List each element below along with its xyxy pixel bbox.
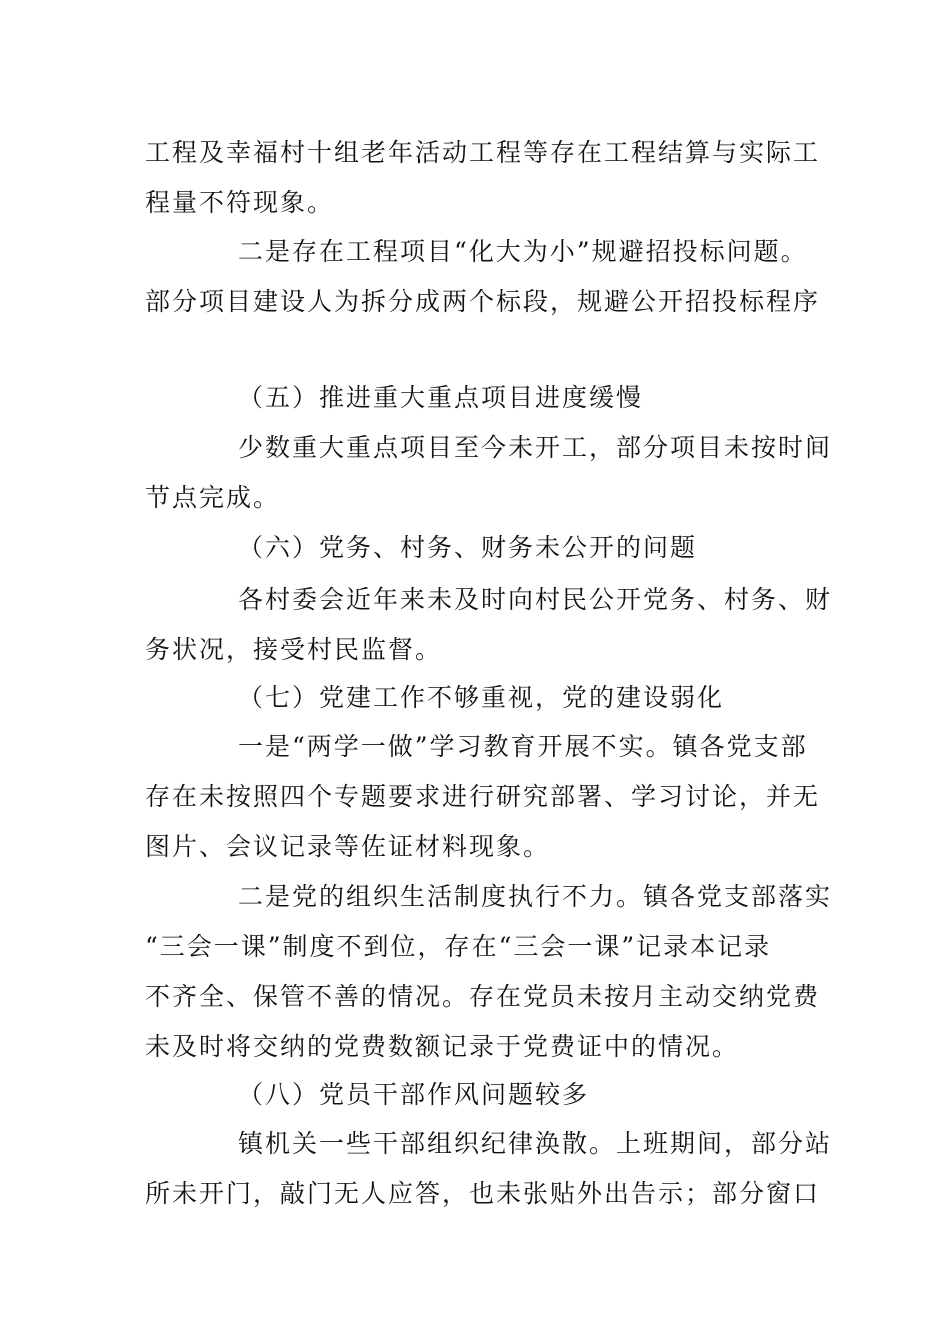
body-text-line: 务状况，接受村民监督。	[145, 635, 443, 664]
body-text-line: 工程及幸福村十组老年活动工程等存在工程结算与实际工	[145, 138, 821, 167]
section-heading: （七）党建工作不够重视，党的建设弱化	[238, 683, 725, 712]
body-text-line: 镇机关一些干部组织纪律涣散。上班期间，部分站	[238, 1129, 833, 1158]
body-text-line: 二是党的组织生活制度执行不力。镇各党支部落实	[238, 882, 833, 911]
body-text-line: 图片、会议记录等佐证材料现象。	[145, 832, 551, 861]
body-text-line: 程量不符现象。	[145, 188, 335, 217]
body-text-line: 存在未按照四个专题要求进行研究部署、学习讨论，并无	[145, 782, 821, 811]
section-heading: （六）党务、村务、财务未公开的问题	[238, 533, 698, 562]
body-text-line: 未及时将交纳的党费数额记录于党费证中的情况。	[145, 1032, 740, 1061]
body-text-line: 一是“两学一做”学习教育开展不实。镇各党支部	[238, 732, 808, 761]
body-text-line: 各村委会近年来未及时向村民公开党务、村务、财	[238, 585, 833, 614]
section-heading: （五）推进重大重点项目进度缓慢	[238, 383, 644, 412]
body-text-line: 所未开门，敲门无人应答，也未张贴外出告示；部分窗口	[145, 1179, 821, 1208]
body-text-line: 部分项目建设人为拆分成两个标段，规避公开招投标程序	[145, 287, 821, 316]
body-text-line: 二是存在工程项目“化大为小”规避招投标问题。	[238, 237, 808, 266]
body-text-line: 少数重大重点项目至今未开工，部分项目未按时间	[238, 433, 833, 462]
body-text-line: 不齐全、保管不善的情况。存在党员未按月主动交纳党费	[145, 982, 821, 1011]
body-text-line: “三会一课”制度不到位，存在“三会一课”记录本记录	[145, 932, 772, 961]
body-text-line: 节点完成。	[145, 483, 281, 512]
section-heading: （八）党员干部作风问题较多	[238, 1080, 590, 1109]
